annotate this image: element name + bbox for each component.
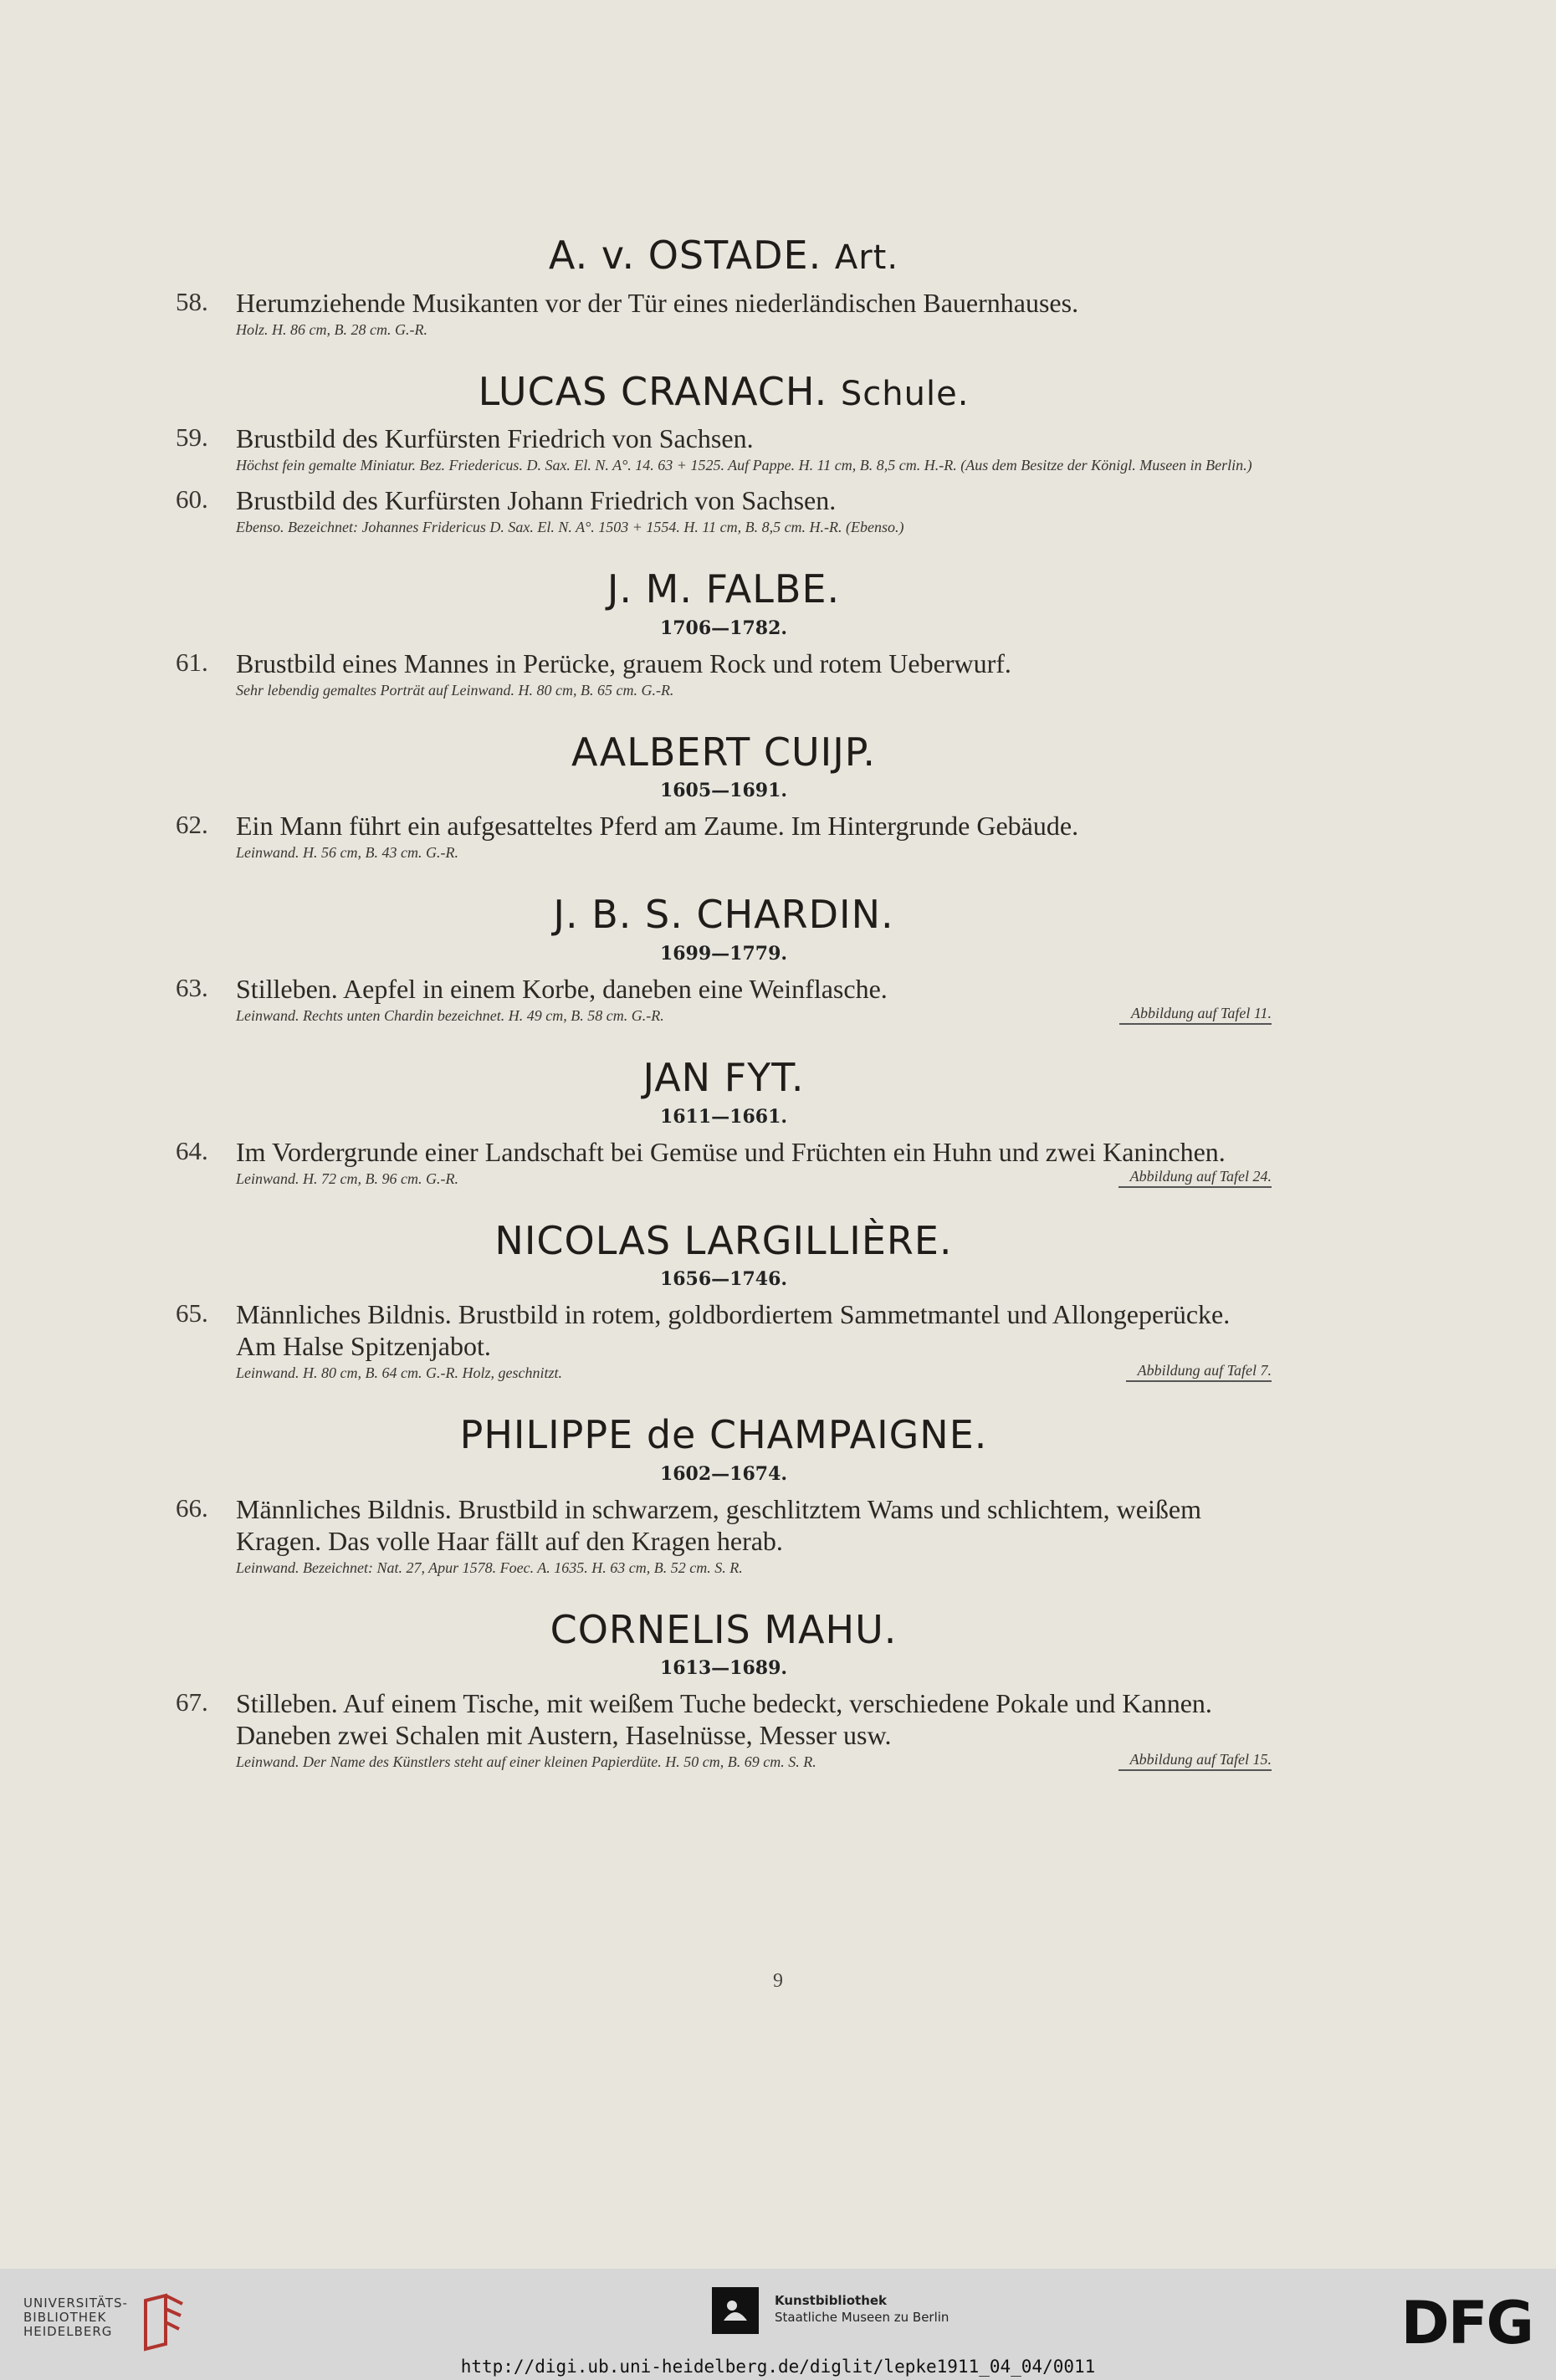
entry-title: Stilleben. Aepfel in einem Korbe, daneben eine Weinflasche. — [236, 973, 888, 1004]
entry-number: 67. — [176, 1687, 208, 1717]
entry-meta: Leinwand. H. 56 cm, B. 43 cm. G.-R. — [236, 844, 458, 862]
artist-heading — [176, 234, 1272, 277]
artist-heading — [176, 1054, 1272, 1100]
entry-meta-row — [236, 1362, 1272, 1382]
artist-name: NICOLAS LARGILLIÈRE. — [494, 1217, 953, 1263]
artist-suffix: Schule. — [840, 374, 970, 413]
catalog-entry — [176, 422, 1272, 474]
entry-title: Herumziehende Musikanten vor der Tür eines niederländischen Bauernhauses. — [236, 287, 1079, 318]
artist-heading — [176, 568, 1272, 611]
entry-meta-row — [236, 1168, 1272, 1188]
entry-meta: Sehr lebendig gemaltes Porträt auf Leinwand. H. 80 cm, B. 65 cm. G.-R. — [236, 681, 674, 699]
artist-heading — [176, 1414, 1272, 1456]
artist-block — [176, 893, 1272, 1025]
artist-name: J. M. FALBE. — [607, 566, 841, 612]
artist-block — [176, 1606, 1272, 1772]
entry-title: Männliches Bildnis. Brustbild in schwarzem, geschlitztem Wams und schlichtem, weißem Kragen. Das volle Haar fällt auf den Kragen herab. — [236, 1493, 1201, 1556]
entry-meta-row — [236, 1557, 1272, 1577]
artist-block — [176, 1217, 1272, 1383]
artist-suffix: Art. — [834, 238, 899, 277]
artist-name: LUCAS CRANACH. — [478, 368, 828, 414]
page-number: 9 — [773, 1970, 783, 1992]
source-url-link[interactable]: http://digi.ub.uni-heidelberg.de/diglit/lepke1911_04_04/0011 — [460, 2357, 1096, 2377]
entry-meta-row — [236, 679, 1272, 699]
artist-heading — [176, 1217, 1272, 1263]
artist-dates: 1605—1691. — [659, 780, 788, 802]
uni-line-3: HEIDELBERG — [23, 2324, 113, 2339]
university-library-label[interactable] — [23, 2296, 128, 2339]
artist-heading — [176, 1606, 1272, 1652]
entry-meta: Leinwand. Bezeichnet: Nat. 27, Apur 1578. Foec. A. 1635. H. 63 cm, B. 52 cm. S. R. — [236, 1559, 743, 1576]
entry-meta-row — [236, 1751, 1272, 1771]
entry-number: 60. — [176, 484, 208, 514]
entry-title: Brustbild des Kurfürsten Johann Friedrich von Sachsen. — [236, 485, 837, 516]
artist-block — [176, 1414, 1272, 1577]
dfg-logo[interactable]: DFG — [1400, 2289, 1533, 2357]
artist-block — [176, 234, 1272, 339]
plate-reference: Abbildung auf Tafel 15. — [1118, 1751, 1272, 1771]
artist-dates: 1706—1782. — [659, 617, 788, 639]
artist-block — [176, 568, 1272, 699]
catalog-content — [176, 234, 1272, 1803]
entry-number: 62. — [176, 810, 208, 840]
entry-meta: Höchst fein gemalte Miniatur. Bez. Friedericus. D. Sax. El. N. A°. 14. 63 + 1525. Auf Pappe. H. 11 cm, B. 8,5 cm. H.-R. (Aus dem Besitze der Königl. Museen in Berlin.) — [236, 457, 1252, 474]
entry-meta-row — [236, 516, 1272, 536]
entry-meta-row — [236, 319, 1272, 339]
artist-name: AALBERT CUIJP. — [571, 729, 876, 775]
plate-reference: Abbildung auf Tafel 7. — [1126, 1362, 1272, 1382]
catalog-entry — [176, 1136, 1272, 1188]
entry-meta-row — [236, 842, 1272, 862]
catalog-entry — [176, 647, 1272, 699]
catalog-entry — [176, 484, 1272, 536]
entry-meta: Leinwand. Der Name des Künstlers steht auf einer kleinen Papierdüte. H. 50 cm, B. 69 cm. S. R. — [236, 1753, 816, 1771]
plate-reference: Abbildung auf Tafel 11. — [1119, 1005, 1272, 1025]
kunstbibliothek-label[interactable] — [775, 2292, 949, 2326]
entry-meta: Ebenso. Bezeichnet: Johannes Fridericus D. Sax. El. N. A°. 1503 + 1554. H. 11 cm, B. 8,5 cm. H.-R. (Ebenso.) — [236, 519, 904, 536]
catalog-entry — [176, 287, 1272, 339]
artist-block — [176, 368, 1272, 537]
artist-name: A. v. OSTADE. — [548, 233, 822, 278]
entry-meta: Leinwand. Rechts unten Chardin bezeichnet. H. 49 cm, B. 58 cm. G.-R. — [236, 1006, 664, 1024]
catalog-entry — [176, 1687, 1272, 1771]
entry-meta-row — [236, 1005, 1272, 1025]
entry-title: Brustbild des Kurfürsten Friedrich von Sachsen. — [236, 423, 754, 454]
artist-name: PHILIPPE de CHAMPAIGNE. — [459, 1412, 988, 1458]
entry-title: Ein Mann führt ein aufgesatteltes Pferd am Zaume. Im Hintergrunde Gebäude. — [236, 811, 1079, 842]
kunstbibliothek-logo-icon[interactable] — [712, 2287, 759, 2334]
entry-title: Stilleben. Auf einem Tische, mit weißem Tuche bedeckt, verschiedene Pokale und Kannen. Daneben zwei Schalen mit Austern, Haselnüsse, Messer usw. — [236, 1688, 1212, 1751]
artist-heading — [176, 368, 1272, 414]
artist-block — [176, 731, 1272, 862]
entry-number: 63. — [176, 972, 208, 1002]
entry-meta: Leinwand. H. 72 cm, B. 96 cm. G.-R. — [236, 1170, 458, 1187]
artist-block — [176, 1054, 1272, 1188]
artist-name: JAN FYT. — [642, 1054, 805, 1100]
artist-heading — [176, 731, 1272, 774]
uni-line-1: UNIVERSITÄTS- — [23, 2296, 128, 2311]
entry-number: 66. — [176, 1492, 208, 1523]
kb-subtitle: Staatliche Museen zu Berlin — [775, 2310, 949, 2325]
catalog-entry — [176, 810, 1272, 862]
entry-title: Männliches Bildnis. Brustbild in rotem, goldbordiertem Sammetmantel und Allongeperücke. Am Halse Spitzenjabot. — [236, 1299, 1231, 1362]
artist-dates: 1613—1689. — [659, 1657, 788, 1680]
artist-dates: 1611—1661. — [659, 1105, 788, 1128]
entry-meta-row — [236, 454, 1272, 474]
artist-name: J. B. S. CHARDIN. — [553, 892, 894, 938]
artist-dates: 1699—1779. — [659, 942, 788, 965]
catalog-entry — [176, 1493, 1272, 1577]
entry-number: 58. — [176, 286, 208, 316]
catalog-entry — [176, 973, 1272, 1025]
entry-number: 61. — [176, 647, 208, 677]
entry-meta: Leinwand. H. 80 cm, B. 64 cm. G.-R. Holz, geschnitzt. — [236, 1364, 562, 1382]
plate-reference: Abbildung auf Tafel 24. — [1118, 1168, 1272, 1188]
kb-title: Kunstbibliothek — [775, 2293, 888, 2308]
entry-number: 59. — [176, 422, 208, 453]
artist-dates: 1656—1746. — [659, 1268, 788, 1291]
entry-title: Im Vordergrunde einer Landschaft bei Gemüse und Früchten ein Huhn und zwei Kaninchen. — [236, 1136, 1226, 1167]
artist-dates: 1602—1674. — [659, 1462, 788, 1485]
entry-meta: Holz. H. 86 cm, B. 28 cm. G.-R. — [236, 320, 427, 338]
entry-title: Brustbild eines Mannes in Perücke, grauem Rock und rotem Ueberwurf. — [236, 647, 1011, 678]
artist-name: CORNELIS MAHU. — [550, 1606, 898, 1652]
entry-number: 64. — [176, 1135, 208, 1165]
entry-number: 65. — [176, 1298, 208, 1328]
catalog-entry — [176, 1298, 1272, 1382]
artist-heading — [176, 893, 1272, 936]
uni-line-2: BIBLIOTHEK — [23, 2310, 107, 2325]
university-logo-icon[interactable] — [141, 2292, 187, 2352]
